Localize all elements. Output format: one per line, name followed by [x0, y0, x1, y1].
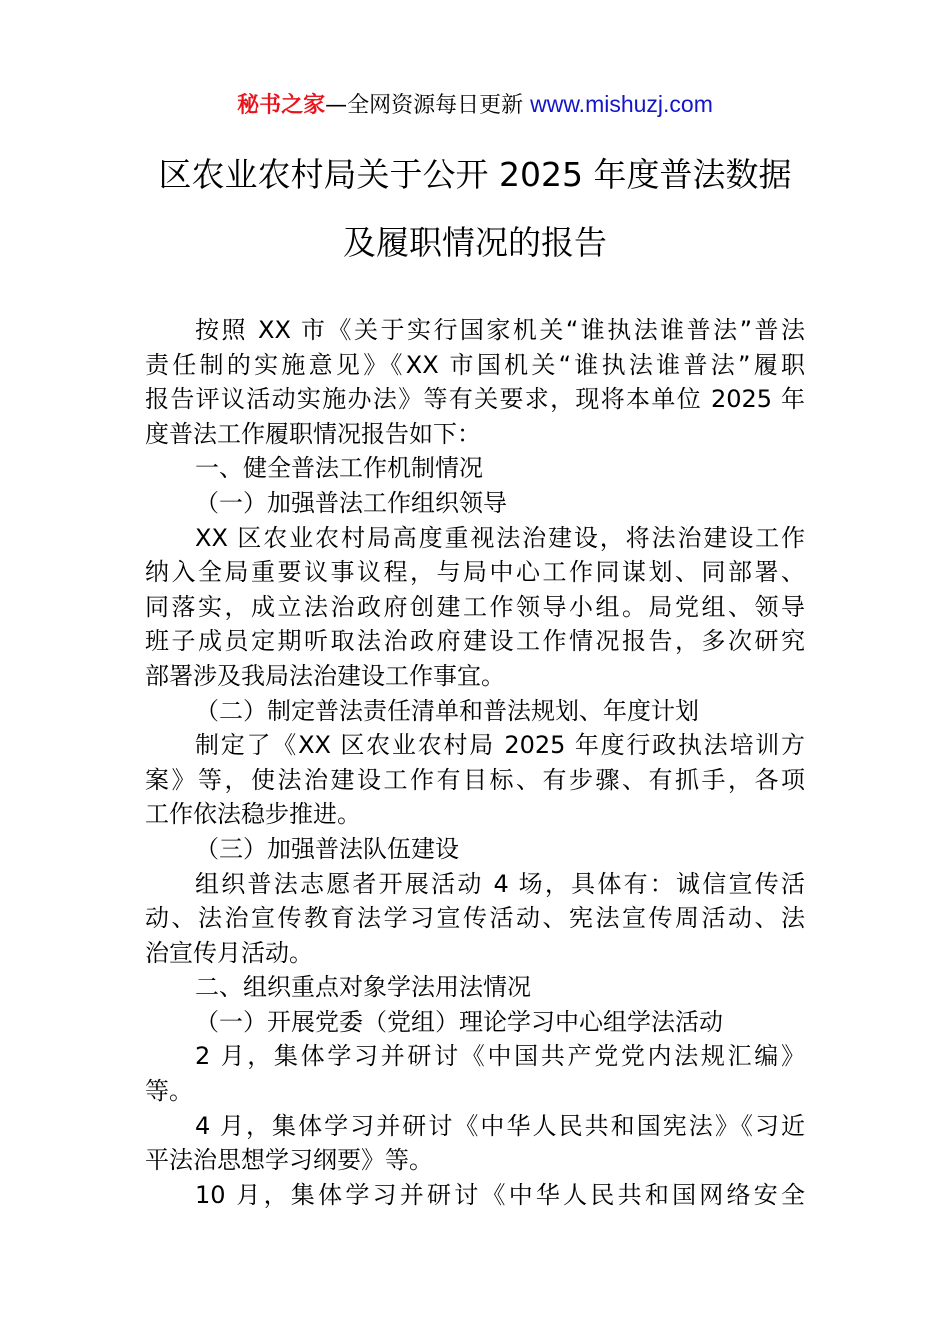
text-line: 4 月，集体学习并研讨《中华人民共和国宪法》《习近: [195, 1111, 805, 1140]
text-line: 按照 XX 市《关于实行国家机关“谁执法谁普法”普法: [195, 316, 805, 344]
site-banner: [0, 88, 950, 122]
text-line: 工作依法稳步推进。: [145, 800, 361, 829]
text-line: 度普法工作履职情况报告如下：: [145, 419, 481, 448]
text-line: 2 月，集体学习并研讨《中国共产党党内法规汇编》: [195, 1042, 805, 1071]
text-line: （一）开展党委（党组）理论学习中心组学法活动: [195, 1007, 723, 1036]
text-line: 责任制的实施意见》《XX 市国机关“谁执法谁普法”履职: [145, 350, 805, 379]
document-body: [145, 313, 805, 1212]
text-line: XX 区农业农村局高度重视法治建设，将法治建设工作: [195, 523, 805, 552]
document-title-line-1: 区农业农村局关于公开 2025 年度普法数据: [158, 155, 792, 194]
text-line: 案》等，使法治建设工作有目标、有步骤、有抓手，各项: [145, 765, 805, 794]
site-url-link[interactable]: www.mishuzj.com: [530, 91, 713, 117]
text-line: 同落实，成立法治政府创建工作领导小组。局党组、领导: [145, 592, 805, 621]
text-line: 等。: [145, 1077, 193, 1106]
text-line: 部署涉及我局法治建设工作事宜。: [145, 661, 505, 690]
document-title-line-2: 及履职情况的报告: [343, 223, 607, 262]
text-line: 10 月，集体学习并研讨《中华人民共和国网络安全: [195, 1180, 805, 1209]
text-line: 动、法治宣传教育法学习宣传活动、宪法宣传周活动、法: [145, 904, 805, 933]
text-line: 平法治思想学习纲要》等。: [145, 1146, 433, 1175]
text-line: （三）加强普法队伍建设: [195, 834, 459, 863]
text-line: 组织普法志愿者开展活动 4 场，具体有：诚信宣传活: [195, 869, 805, 898]
text-line: 治宣传月活动。: [145, 938, 313, 967]
text-line: （二）制定普法责任清单和普法规划、年度计划: [195, 696, 699, 725]
text-line: 班子成员定期听取法治政府建设工作情况报告，多次研究: [145, 627, 805, 656]
text-line: 制定了《XX 区农业农村局 2025 年度行政执法培训方: [195, 731, 805, 760]
banner-slogan: —全网资源每日更新: [325, 93, 531, 118]
brand-name: 秘书之家: [237, 93, 326, 118]
text-line: 一、健全普法工作机制情况: [195, 454, 483, 483]
text-line: 二、组织重点对象学法用法情况: [195, 973, 531, 1002]
text-line: 纳入全局重要议事议程，与局中心工作同谋划、同部署、: [145, 558, 805, 587]
text-line: （一）加强普法工作组织领导: [195, 488, 507, 517]
text-line: 报告评议活动实施办法》等有关要求，现将本单位 2025 年: [145, 385, 805, 414]
